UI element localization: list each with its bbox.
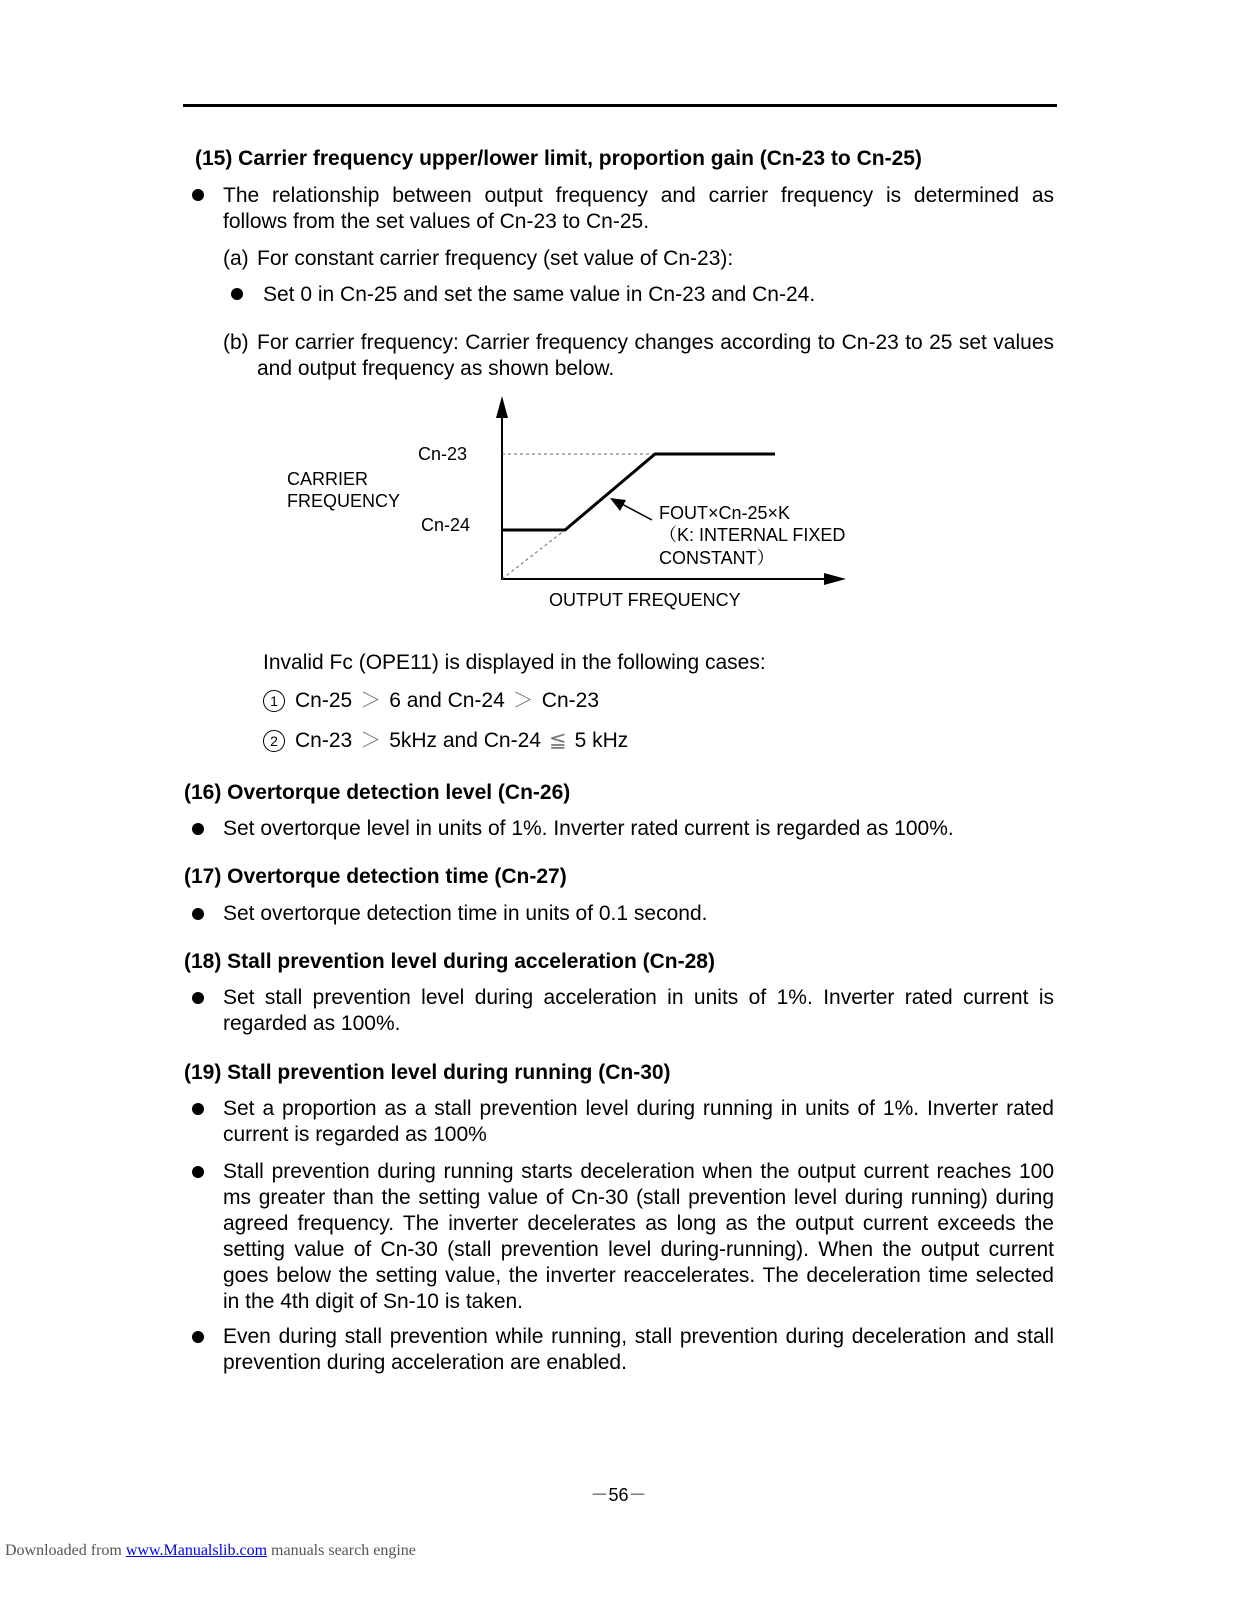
bullet-icon	[192, 823, 204, 835]
sec17-bullet: Set overtorque detection time in units of 0.1 second.	[223, 902, 708, 925]
note-line-3: CONSTANT）	[659, 548, 775, 568]
case-1-term-a: Cn-25	[295, 689, 353, 712]
case-1-operator: ＞	[360, 689, 382, 712]
proportion-dashed-guide	[502, 530, 565, 579]
section-16-heading: (16) Overtorque detection level (Cn-26)	[184, 781, 571, 804]
sec18-bullet: Set stall prevention level during acceleration in units of 1%. Inverter rated current is regarded as 100%.	[223, 986, 1054, 1035]
sec19-bullet-1: Set a proportion as a stall prevention level during running in units of 1%. Inverter rated current is regarded as 100%	[223, 1097, 1054, 1146]
bullet-icon	[192, 908, 204, 920]
case-2-term-a: Cn-23	[295, 729, 353, 752]
bullet-icon	[192, 992, 204, 1004]
page-number: －56－	[590, 1485, 647, 1505]
case-1-operator: ＞	[512, 689, 534, 712]
invalid-case-2	[263, 728, 628, 754]
sec16-bullet: Set overtorque level in units of 1%. Inverter rated current is regarded as 100%.	[223, 817, 954, 840]
bullet-icon	[192, 1166, 204, 1178]
section-15-heading: (15) Carrier frequency upper/lower limit, proportion gain (Cn-23 to Cn-25)	[195, 147, 922, 170]
carrier-frequency-diagram	[0, 0, 1237, 640]
case-2-operator: ≦	[548, 729, 567, 752]
case-2-operator: ＞	[360, 729, 382, 752]
section-19-heading: (19) Stall prevention level during running (Cn-30)	[184, 1061, 671, 1084]
tick-cn24: Cn-24	[421, 515, 471, 535]
footer-suffix: manuals search engine	[267, 1542, 416, 1559]
y-label-line-1: CARRIER	[287, 469, 369, 489]
x-axis-arrow-icon	[824, 573, 846, 585]
case-1-term-b: 6 and Cn-24	[389, 689, 505, 712]
section-17-heading: (17) Overtorque detection time (Cn-27)	[184, 865, 567, 888]
sub-b-text: For carrier frequency: Carrier frequency changes according to Cn-23 to 25 set values and output frequency as shown below.	[257, 331, 1054, 380]
manualslib-link[interactable]: www.Manualslib.com	[125, 1542, 268, 1559]
note-line-1: FOUT×Cn-25×K	[659, 503, 791, 523]
case-2-term-c: 5 kHz	[574, 729, 629, 752]
sec19-bullet-2: Stall prevention during running starts deceleration when the output current reaches 100 ms greater than the setting value of Cn-30 (stall prevention level during running) during agreed frequency. The inverter decelerates as long as the output current exceeds the setting value of Cn-30 (stall prevention level during-running). When the output current goes below the setting value, the inverter reaccelerates. The deceleration time selected in the 4th digit of Sn-10 is taken.	[223, 1160, 1054, 1313]
sub-a-text: For constant carrier frequency (set value of Cn-23):	[257, 247, 734, 270]
case-1-term-c: Cn-23	[541, 689, 599, 712]
footer-prefix: Downloaded from	[5, 1542, 126, 1559]
invalid-intro: Invalid Fc (OPE11) is displayed in the following cases:	[263, 651, 766, 674]
case-2-term-b: 5kHz and Cn-24	[389, 729, 541, 752]
y-label-line-2: FREQUENCY	[287, 491, 401, 511]
circled-number-icon: 1	[263, 690, 285, 712]
tick-cn23: Cn-23	[418, 444, 468, 464]
bullet-icon	[192, 1331, 204, 1343]
sec19-bullet-3: Even during stall prevention while running, stall prevention during deceleration and stall prevention during acceleration are enabled.	[223, 1325, 1054, 1374]
sec15-bullet-1: The relationship between output frequency and carrier frequency is determined as follows from the set values of Cn-23 to Cn-25.	[223, 184, 1054, 233]
invalid-case-1	[263, 688, 599, 714]
section-18-heading: (18) Stall prevention level during acceleration (Cn-28)	[184, 950, 715, 973]
sub-a-label: (a)	[223, 247, 249, 270]
y-axis-arrow-icon	[496, 396, 508, 418]
bullet-icon	[192, 1103, 204, 1115]
sub-a-bullet: Set 0 in Cn-25 and set the same value in Cn-23 and Cn-24.	[263, 283, 816, 306]
note-line-2: （K: INTERNAL FIXED	[659, 525, 846, 545]
sub-b-label: (b)	[223, 331, 249, 354]
x-axis-label: OUTPUT FREQUENCY	[549, 590, 741, 610]
download-footer	[5, 1542, 416, 1560]
circled-number-icon: 2	[263, 730, 285, 752]
